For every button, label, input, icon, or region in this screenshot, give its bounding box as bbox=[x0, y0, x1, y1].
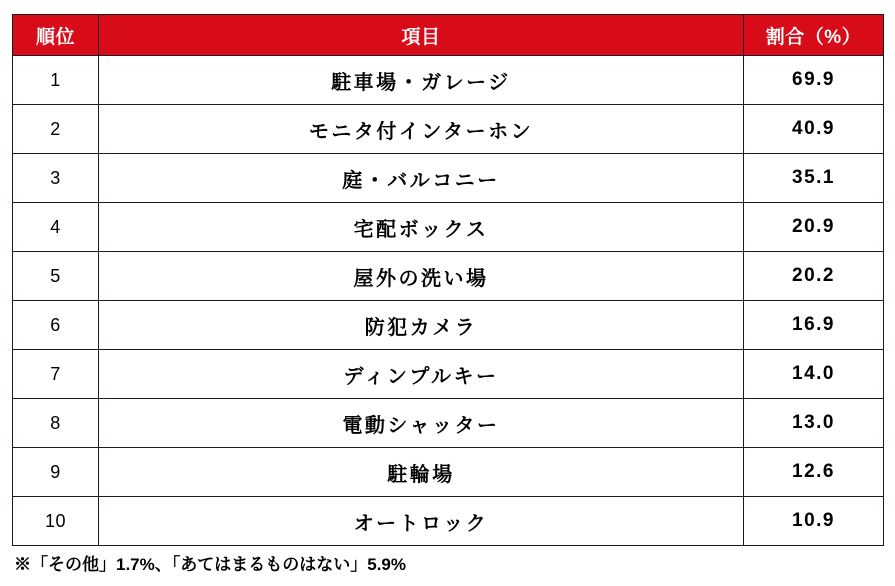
table-row bbox=[13, 154, 884, 203]
cell-item: 駐車場・ガレージ bbox=[99, 56, 744, 105]
table-row bbox=[13, 497, 884, 546]
cell-ratio: 13.0 bbox=[744, 399, 884, 448]
cell-item: 宅配ボックス bbox=[99, 203, 744, 252]
table-header-row bbox=[13, 15, 884, 56]
cell-rank: 6 bbox=[13, 301, 99, 350]
table-body bbox=[13, 56, 884, 546]
table-row bbox=[13, 56, 884, 105]
cell-ratio: 16.9 bbox=[744, 301, 884, 350]
cell-rank: 9 bbox=[13, 448, 99, 497]
cell-ratio: 35.1 bbox=[744, 154, 884, 203]
cell-rank: 7 bbox=[13, 350, 99, 399]
cell-ratio: 40.9 bbox=[744, 105, 884, 154]
table-header bbox=[13, 15, 884, 56]
cell-rank: 10 bbox=[13, 497, 99, 546]
table-row bbox=[13, 105, 884, 154]
cell-item: 屋外の洗い場 bbox=[99, 252, 744, 301]
column-header-rank: 順位 bbox=[13, 15, 99, 56]
footnote: ※「その他」1.7%、「あてはまるものはない」5.9% bbox=[14, 555, 406, 574]
cell-rank: 5 bbox=[13, 252, 99, 301]
cell-item: 電動シャッター bbox=[99, 399, 744, 448]
cell-rank: 2 bbox=[13, 105, 99, 154]
table-row bbox=[13, 448, 884, 497]
table-row bbox=[13, 252, 884, 301]
cell-ratio: 12.6 bbox=[744, 448, 884, 497]
cell-item: オートロック bbox=[99, 497, 744, 546]
cell-ratio: 69.9 bbox=[744, 56, 884, 105]
cell-ratio: 20.2 bbox=[744, 252, 884, 301]
column-header-item: 項目 bbox=[99, 15, 744, 56]
table-row bbox=[13, 301, 884, 350]
cell-item: 庭・バルコニー bbox=[99, 154, 744, 203]
cell-rank: 3 bbox=[13, 154, 99, 203]
cell-ratio: 10.9 bbox=[744, 497, 884, 546]
cell-rank: 4 bbox=[13, 203, 99, 252]
table-row bbox=[13, 399, 884, 448]
cell-item: ディンプルキー bbox=[99, 350, 744, 399]
cell-rank: 8 bbox=[13, 399, 99, 448]
cell-ratio: 14.0 bbox=[744, 350, 884, 399]
cell-item: 駐輪場 bbox=[99, 448, 744, 497]
table-row bbox=[13, 203, 884, 252]
cell-rank: 1 bbox=[13, 56, 99, 105]
ranking-table bbox=[12, 14, 884, 546]
cell-item: 防犯カメラ bbox=[99, 301, 744, 350]
column-header-ratio: 割合（%） bbox=[744, 15, 884, 56]
cell-ratio: 20.9 bbox=[744, 203, 884, 252]
table-row bbox=[13, 350, 884, 399]
cell-item: モニタ付インターホン bbox=[99, 105, 744, 154]
